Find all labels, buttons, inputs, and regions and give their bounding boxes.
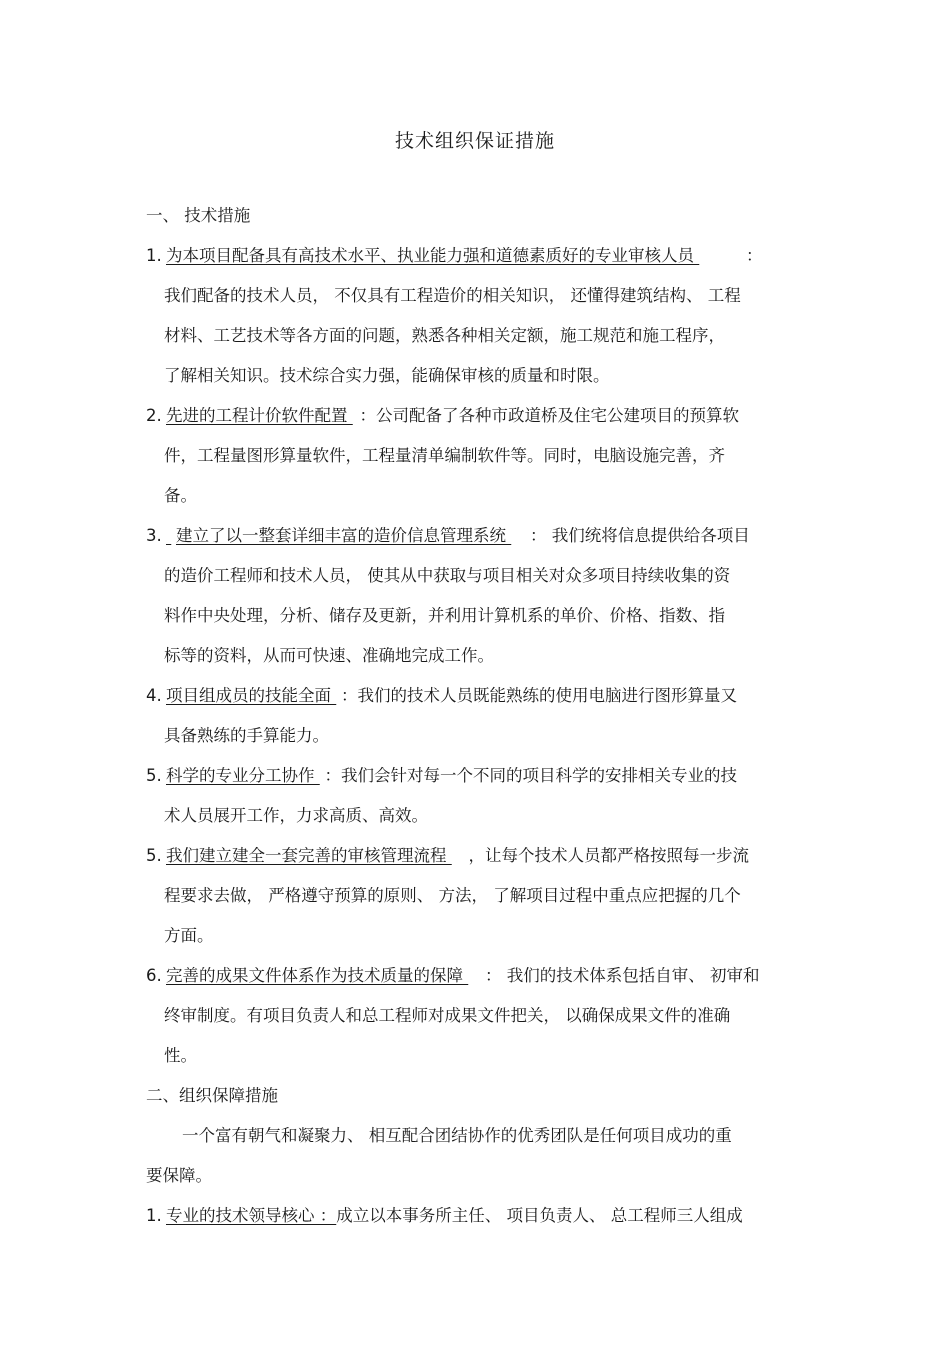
item-heading: 项目组成员的技能全面	[166, 686, 331, 705]
section-heading: 二、组织保障措施	[146, 1086, 278, 1105]
paragraph-line: 标等的资料，从而可快速、准确地完成工作。	[164, 646, 494, 665]
underline-blank	[506, 524, 530, 548]
paragraph-line: 性。	[164, 1046, 197, 1065]
list-item-heading-line	[146, 844, 749, 868]
list-item-heading-line	[146, 764, 737, 788]
list-item-heading-line	[146, 684, 737, 708]
item-text: ： 我们的技术体系包括自审、 初审和	[485, 966, 760, 985]
item-heading: 为本项目配备具有高技术水平、执业能力强和道德素质好的专业审核人员	[166, 246, 694, 265]
paragraph-line: 方面。	[164, 926, 214, 945]
item-number: 6.	[146, 966, 162, 985]
item-heading: 科学的专业分工协作	[166, 766, 315, 785]
paragraph-line: 程要求去做， 严格遵守预算的原则、 方法， 了解项目过程中重点应把握的几个	[164, 886, 741, 905]
item-heading: 我们建立建全一套完善的审核管理流程	[166, 846, 447, 865]
item-number: 3.	[146, 526, 162, 545]
underline-blank	[447, 844, 469, 868]
item-number: 2.	[146, 406, 162, 425]
paragraph-line: 术人员展开工作，力求高质、高效。	[164, 806, 428, 825]
item-number: 5.	[146, 846, 162, 865]
item-heading: 专业的技术领导核心 ：	[166, 1206, 337, 1225]
underline-blank	[315, 764, 325, 788]
item-number: 1.	[146, 246, 162, 265]
item-number: 1.	[146, 1206, 162, 1225]
list-item-heading-line	[146, 404, 739, 428]
paragraph-line: 的造价工程师和技术人员， 使其从中获取与项目相关对众多项目持续收集的资	[164, 566, 731, 585]
paragraph-line: 了解相关知识。技术综合实力强，能确保审核的质量和时限。	[164, 366, 610, 385]
underline-blank	[694, 244, 746, 268]
item-text: ：我们会针对每一个不同的项目科学的安排相关专业的技	[324, 766, 737, 785]
item-text: ：公司配备了各种市政道桥及住宅公建项目的预算软	[359, 406, 739, 425]
paragraph-line: 要保障。	[146, 1166, 212, 1185]
item-text: ：我们的技术人员既能熟练的使用电脑进行图形算量又	[341, 686, 737, 705]
item-heading: 先进的工程计价软件配置	[166, 406, 348, 425]
paragraph-line: 料作中央处理，分析、储存及更新，并利用计算机系的单价、价格、指数、指	[164, 606, 725, 625]
paragraph-line: 具备熟练的手算能力。	[164, 726, 329, 745]
item-number: 4.	[146, 686, 162, 705]
section-heading: 一、 技术措施	[146, 206, 251, 225]
paragraph-line: 终审制度。有项目负责人和总工程师对成果文件把关， 以确保成果文件的准确	[164, 1006, 731, 1025]
item-heading: 建立了以一整套详细丰富的造价信息管理系统	[176, 526, 506, 545]
item-separator: ：	[746, 246, 763, 265]
underline-blank	[463, 964, 485, 988]
document-title: 技术组织保证措施	[394, 130, 555, 152]
paragraph-line: 一个富有朝气和凝聚力、 相互配合团结协作的优秀团队是任何项目成功的重	[182, 1126, 732, 1145]
paragraph-line: 备。	[164, 486, 197, 505]
item-text: 成立以本事务所主任、 项目负责人、 总工程师三人组成	[336, 1206, 743, 1225]
item-text: ，让每个技术人员都严格按照每一步流	[468, 846, 749, 865]
item-number: 5.	[146, 766, 162, 785]
list-item-heading-line	[146, 524, 750, 548]
paragraph-line: 我们配备的技术人员， 不仅具有工程造价的相关知识， 还懂得建筑结构、 工程	[164, 286, 741, 305]
list-item-heading-line	[146, 964, 760, 988]
item-text: ： 我们统将信息提供给各项目	[530, 526, 750, 545]
paragraph-line: 材料、工艺技术等各方面的问题，熟悉各种相关定额，施工规范和施工程序，	[164, 326, 725, 345]
paragraph-line: 件，工程量图形算量软件，工程量清单编制软件等。同时，电脑设施完善，齐	[164, 446, 725, 465]
list-item-heading-line	[146, 244, 763, 268]
item-heading: 完善的成果文件体系作为技术质量的保障	[166, 966, 463, 985]
underline-blank	[348, 404, 360, 428]
underline-blank	[166, 524, 176, 548]
list-item-heading-line	[146, 1204, 743, 1228]
underline-blank	[331, 684, 341, 708]
